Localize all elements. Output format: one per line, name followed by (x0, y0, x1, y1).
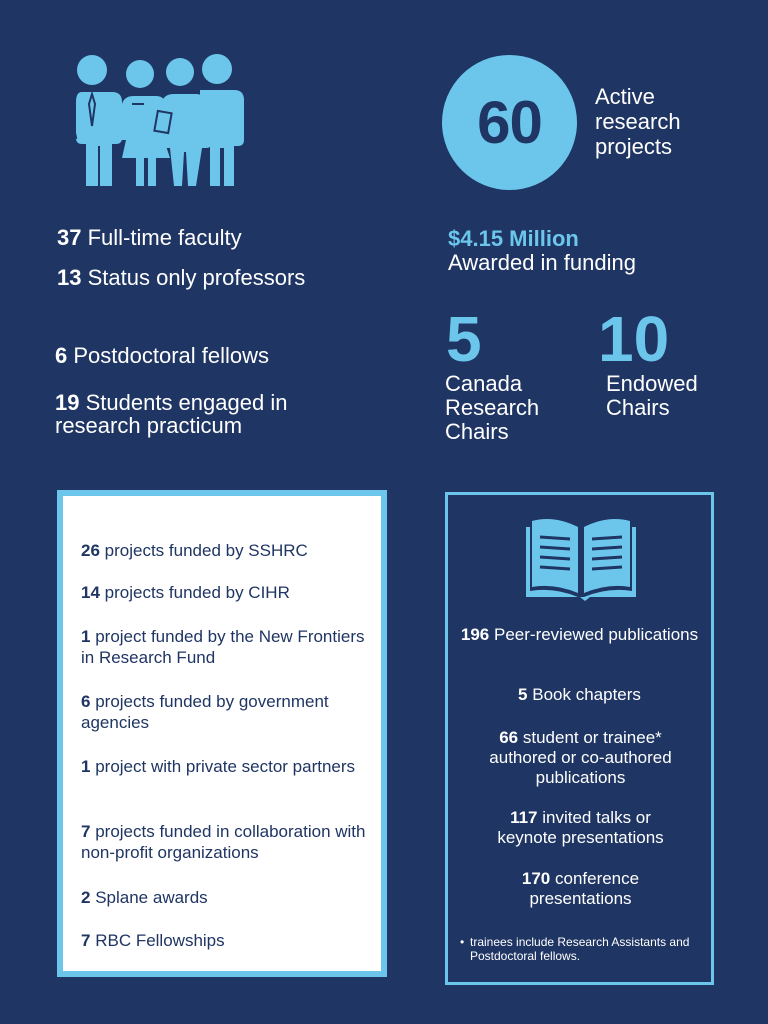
funding-item-label: RBC Fellowships (95, 931, 225, 950)
publication-label: Book chapters (532, 685, 641, 704)
publications-panel (445, 492, 714, 985)
publication-count: 5 (518, 685, 528, 704)
endowed-chairs-count: 10 (598, 303, 670, 375)
publication-label: student or trainee* authored or co-authored publications (489, 728, 672, 787)
funding-sources-panel (57, 490, 387, 977)
publication-label: Peer-reviewed publications (494, 625, 699, 644)
funding-item (81, 887, 371, 908)
publication-count: 196 (460, 625, 490, 644)
funding-item-count: 6 (81, 692, 91, 711)
status-label: Status only professors (87, 265, 306, 290)
endowed-chairs-label: Endowed Chairs (606, 371, 698, 420)
projects-label: Active research projects (595, 84, 681, 159)
publication-item (448, 685, 711, 705)
funding-item-count: 7 (81, 822, 91, 841)
publication-label: invited talks or keynote presentations (497, 808, 664, 847)
bullet-icon: • (460, 935, 465, 949)
students-stat (55, 391, 355, 437)
funding-item (81, 582, 371, 603)
funding-item (81, 626, 371, 668)
footnote-text: trainees include Research Assistants and Postdoctoral fellows. (470, 935, 690, 963)
projects-count-circle: 60 (442, 55, 577, 190)
funding-item (81, 756, 371, 777)
funding-item-label: projects funded by CIHR (104, 583, 290, 602)
open-book-icon (526, 515, 636, 601)
funding-item-label: projects funded by government agencies (81, 692, 329, 732)
people-group-icon (52, 52, 252, 187)
funding-item (81, 691, 371, 733)
publication-item (504, 869, 657, 909)
students-count: 19 (55, 390, 80, 415)
publication-item (448, 625, 711, 645)
funding-item-count: 2 (81, 888, 91, 907)
postdoc-label: Postdoctoral fellows (73, 343, 270, 368)
funding-item-label: project with private sector partners (95, 757, 356, 776)
publication-item (484, 808, 677, 848)
publication-count: 66 (499, 728, 519, 747)
funding-item (81, 930, 371, 951)
funding-item-count: 26 (81, 541, 100, 560)
funding-item (81, 821, 371, 863)
postdoc-stat (55, 344, 269, 367)
funding-item-count: 14 (81, 583, 100, 602)
canada-chairs-label: Canada Research Chairs (445, 371, 540, 444)
postdoc-count: 6 (55, 343, 68, 368)
funding-item-label: projects funded by SSHRC (104, 541, 308, 560)
trainee-footnote (460, 935, 710, 963)
funding-item-count: 7 (81, 931, 91, 950)
funding-item-count: 1 (81, 757, 91, 776)
funding-label: Awarded in funding (448, 250, 636, 275)
faculty-stat (57, 226, 242, 249)
status-count: 13 (57, 265, 82, 290)
funding-item-label: project funded by the New Frontiers in Research Fund (81, 627, 365, 667)
faculty-count: 37 (57, 225, 82, 250)
funding-item (81, 540, 371, 561)
status-professors-stat (57, 266, 337, 289)
publication-count: 170 (521, 869, 551, 888)
publication-label: conference presentations (529, 869, 640, 908)
canada-chairs-count: 5 (446, 303, 482, 375)
students-label: Students engaged in research practicum (55, 390, 288, 438)
faculty-label: Full-time faculty (87, 225, 242, 250)
funding-item-count: 1 (81, 627, 91, 646)
funding-item-label: projects funded in collaboration with non-profit organizations (81, 822, 366, 862)
funding-amount: $4.15 Million (448, 226, 579, 251)
publication-count: 117 (510, 808, 538, 827)
funding-item-label: Splane awards (95, 888, 208, 907)
publication-item (474, 728, 687, 788)
